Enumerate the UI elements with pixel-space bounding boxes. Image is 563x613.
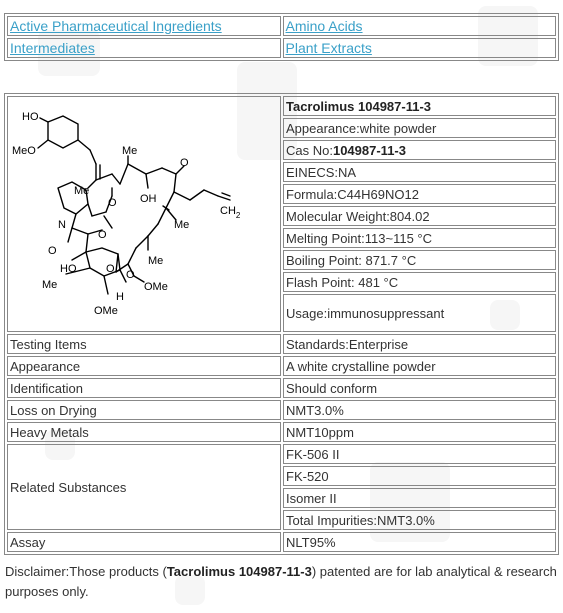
atom-label: Me xyxy=(122,145,138,157)
property-cell: Appearance:white powder xyxy=(283,118,556,138)
category-link-api[interactable]: Active Pharmaceutical Ingredients xyxy=(10,17,222,34)
atom-label: O xyxy=(98,229,107,241)
disclaimer-text: Disclaimer:Those products ( xyxy=(5,564,167,579)
atom-label: Me xyxy=(148,255,164,267)
cas-label: Cas No: xyxy=(286,142,333,158)
table-row xyxy=(7,356,556,376)
category-link-amino-acids[interactable]: Amino Acids xyxy=(285,17,363,34)
atom-label: OMe xyxy=(144,281,168,293)
table-row xyxy=(7,532,556,552)
spec-value-cell: Should conform xyxy=(283,378,556,398)
table-row xyxy=(7,96,556,116)
table-row xyxy=(7,334,556,354)
atom-label: O xyxy=(126,269,135,281)
atom-label xyxy=(220,205,241,220)
cas-value: 104987-11-3 xyxy=(332,142,406,158)
disclaimer xyxy=(5,562,557,602)
spec-item-cell: Assay xyxy=(7,532,281,552)
category-table xyxy=(4,13,559,61)
table-row xyxy=(7,444,556,464)
table-row xyxy=(7,378,556,398)
disclaimer-text: ) patented are for lab analytical & research purposes only. xyxy=(5,564,557,599)
structure-cell xyxy=(7,96,281,332)
disclaimer-product: Tacrolimus 104987-11-3 xyxy=(166,564,312,579)
category-row xyxy=(7,38,556,58)
spec-item-cell: Appearance xyxy=(7,356,281,376)
atom-label: Me xyxy=(42,279,58,291)
property-cell: Molecular Weight:804.02 xyxy=(283,206,556,226)
category-link-plant-extracts[interactable]: Plant Extracts xyxy=(285,39,372,56)
atom-label: MeO xyxy=(12,145,36,157)
spec-value-cell: Total Impurities:NMT3.0% xyxy=(283,510,556,530)
atom-label: O xyxy=(106,263,115,275)
table-row xyxy=(7,422,556,442)
table-row xyxy=(7,400,556,420)
spec-value-cell: A white crystalline powder xyxy=(283,356,556,376)
spec-value-cell: FK-520 xyxy=(283,466,556,486)
category-cell xyxy=(283,16,557,36)
property-cell: Boiling Point: 871.7 °C xyxy=(283,250,556,270)
property-cell xyxy=(283,140,556,160)
property-cell: Flash Point: 481 °C xyxy=(283,272,556,292)
spec-value-cell: NMT3.0% xyxy=(283,400,556,420)
category-link-intermediates[interactable]: Intermediates xyxy=(10,39,95,56)
atom-label: O xyxy=(108,197,117,209)
atom-label: Me xyxy=(74,185,90,197)
property-cell: Usage:immunosuppressant xyxy=(283,294,556,332)
spec-value-cell: FK-506 II xyxy=(283,444,556,464)
spec-value-cell: NLT95% xyxy=(283,532,556,552)
property-cell: Formula:C44H69NO12 xyxy=(283,184,556,204)
atom-label: OH xyxy=(140,193,157,205)
atom-label: Me xyxy=(174,219,190,231)
spec-item-cell: Heavy Metals xyxy=(7,422,281,442)
atom-label: H xyxy=(116,291,124,303)
product-title: Tacrolimus 104987-11-3 xyxy=(286,98,432,114)
atom-label: O xyxy=(180,157,189,169)
spec-item-cell: Related Substances xyxy=(7,444,281,530)
category-row xyxy=(7,16,556,36)
atom-label: HO xyxy=(60,263,77,275)
chemical-structure xyxy=(8,104,280,324)
spec-item-cell: Testing Items xyxy=(7,334,281,354)
property-cell: Melting Point:113~115 °C xyxy=(283,228,556,248)
spec-value-cell: Isomer II xyxy=(283,488,556,508)
category-cell xyxy=(283,38,557,58)
product-spec-table xyxy=(4,93,559,555)
atom-label: OMe xyxy=(94,305,118,317)
spec-value-cell: Standards:Enterprise xyxy=(283,334,556,354)
category-cell xyxy=(7,16,281,36)
atom-label: O xyxy=(48,245,57,257)
ch2-subscript: 2 xyxy=(235,211,241,220)
spec-value-cell: NMT10ppm xyxy=(283,422,556,442)
spec-item-cell: Identification xyxy=(7,378,281,398)
category-cell xyxy=(7,38,281,58)
ch2-label: CH xyxy=(220,205,236,217)
product-title-cell xyxy=(283,96,556,116)
spec-item-cell: Loss on Drying xyxy=(7,400,281,420)
property-cell: EINECS:NA xyxy=(283,162,556,182)
atom-label: N xyxy=(58,219,66,231)
atom-label: HO xyxy=(22,111,39,123)
